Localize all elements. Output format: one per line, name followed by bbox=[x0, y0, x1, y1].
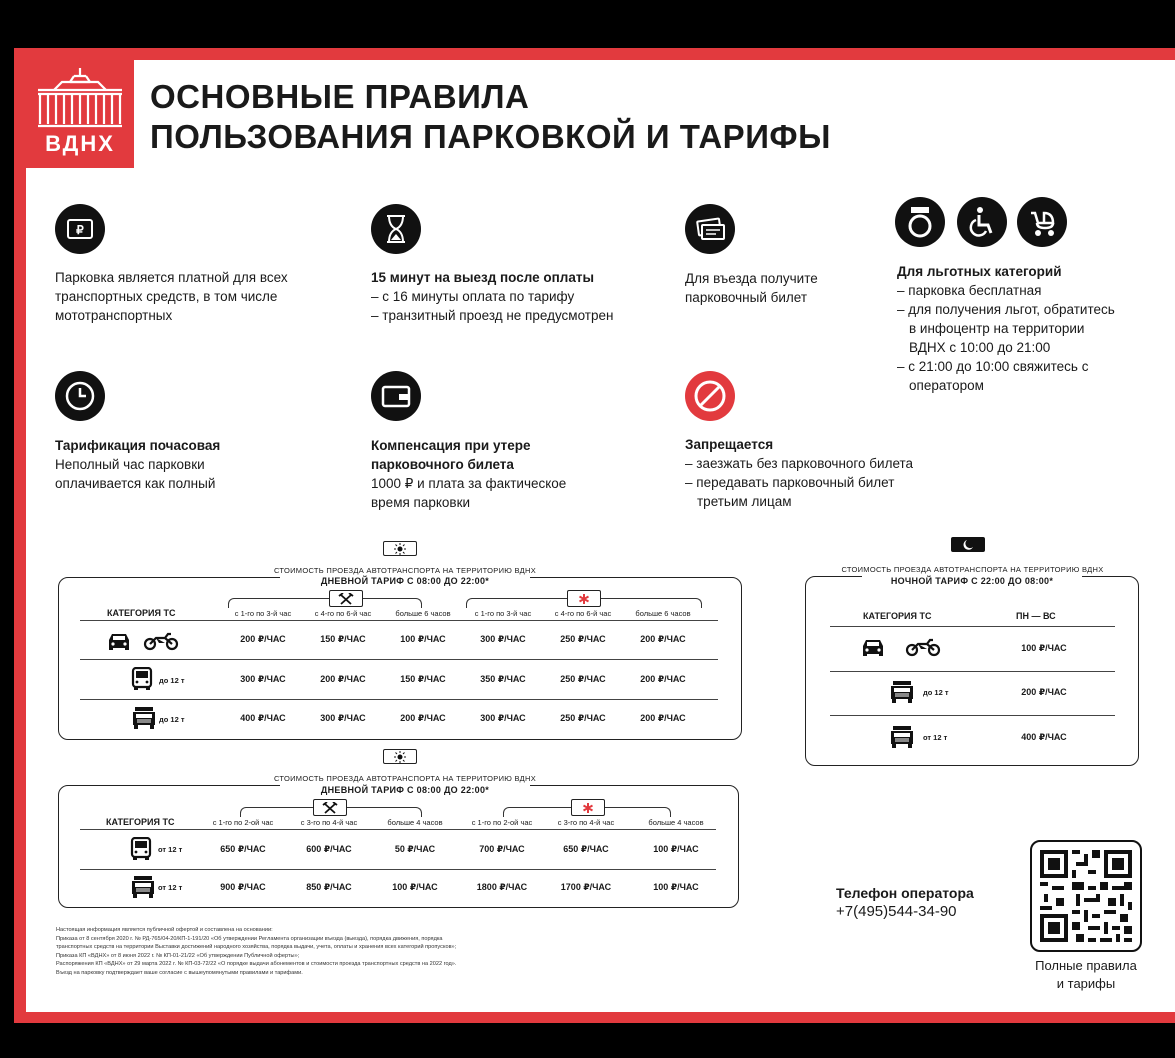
rule-paid bbox=[55, 268, 288, 325]
price-cell: 700 ₽/ЧАС bbox=[479, 844, 525, 854]
price-cell: 100 ₽/ЧАС bbox=[1021, 643, 1067, 653]
rule-benefits-line: – для получения льгот, обратитесь bbox=[897, 302, 1115, 317]
sun-icon bbox=[383, 541, 417, 556]
page-title-line2: ПОЛЬЗОВАНИЯ ПАРКОВКОЙ И ТАРИФЫ bbox=[150, 118, 831, 155]
category-header: КАТЕГОРИЯ ТС bbox=[107, 608, 176, 618]
table-divider bbox=[830, 715, 1115, 716]
rule-benefits-line: ВДНХ с 10:00 до 21:00 bbox=[909, 340, 1051, 355]
footnote-line: Приказа КП «ВДНХ» от 8 июня 2022 г. № КП-01-21/22 «Об утверждении Публичной оферты»; bbox=[56, 952, 300, 959]
price-cell: 650 ₽/ЧАС bbox=[563, 844, 609, 854]
table-divider bbox=[830, 671, 1115, 672]
price-cell: 300 ₽/ЧАС bbox=[320, 713, 366, 723]
prohibited-icon bbox=[685, 371, 735, 421]
table-divider bbox=[80, 869, 716, 870]
price-cell: 200 ₽/ЧАС bbox=[320, 674, 366, 684]
column-header: с 1-го по 3-й час bbox=[474, 609, 532, 618]
rule-benefits-line: в инфоцентр на территории bbox=[909, 321, 1085, 336]
rule-benefits bbox=[897, 262, 1115, 395]
price-cell: 100 ₽/ЧАС bbox=[392, 882, 438, 892]
price-cell: 200 ₽/ЧАС bbox=[640, 634, 686, 644]
vehicle-weight-label: до 12 т bbox=[159, 715, 185, 724]
ticket-icon bbox=[685, 204, 735, 254]
vehicle-weight-label: от 12 т bbox=[923, 733, 948, 742]
rule-hourly-line: оплачивается как полный bbox=[55, 476, 216, 491]
rule-paid-line: Парковка является платной для всех bbox=[55, 270, 288, 285]
rule-lost-line: 1000 ₽ и плата за фактическое bbox=[371, 476, 567, 491]
column-header: больше 6 часов bbox=[395, 609, 451, 618]
price-cell: 300 ₽/ЧАС bbox=[240, 674, 286, 684]
rule-hourly-line: Неполный час парковки bbox=[55, 457, 205, 472]
price-cell: 400 ₽/ЧАС bbox=[240, 713, 286, 723]
days-header: ПН — ВС bbox=[1016, 611, 1056, 621]
price-cell: 200 ₽/ЧАС bbox=[400, 713, 446, 723]
tariff-title: НОЧНОЙ ТАРИФ С 22:00 ДО 08:00* bbox=[862, 576, 1082, 586]
logo-text: ВДНХ bbox=[45, 131, 115, 156]
column-header: больше 4 часов bbox=[648, 818, 704, 827]
medal-icon bbox=[895, 197, 945, 247]
rule-lost-line: время парковки bbox=[371, 495, 471, 510]
hammer-icon bbox=[329, 590, 363, 607]
banknote-icon bbox=[55, 204, 105, 254]
vehicle-weight-label: от 12 т bbox=[158, 883, 183, 892]
category-header: КАТЕГОРИЯ ТС bbox=[863, 611, 932, 621]
holiday-star-icon bbox=[567, 590, 601, 607]
price-cell: 650 ₽/ЧАС bbox=[220, 844, 266, 854]
rule-ticket bbox=[685, 269, 818, 307]
bus-icon bbox=[889, 680, 915, 709]
column-header: больше 6 часов bbox=[635, 609, 691, 618]
vehicle-weight-label: до 12 т bbox=[159, 676, 185, 685]
bus-icon bbox=[131, 667, 153, 696]
footnote-line: Приказа от 8 сентября 2020 г. № РД-765/04-20/КП-1-191/20 «Об утверждении Регламента организации въезда (выезда), порядка движения, порядка bbox=[56, 935, 443, 942]
table-divider bbox=[80, 829, 716, 830]
rule-lost-ticket bbox=[371, 436, 566, 512]
rule-forbidden-line: – заезжать без парковочного билета bbox=[685, 456, 914, 471]
rule-paid-line: мототранспортных bbox=[55, 308, 173, 323]
column-header: с 3-го по 4-й час bbox=[557, 818, 615, 827]
footnote-line: Въезд на парковку подтверждает ваше согласие с вышеупомянутыми правилами и тарифами. bbox=[56, 969, 303, 976]
price-cell: 150 ₽/ЧАС bbox=[320, 634, 366, 644]
footnote-line: Настоящая информация является публичной офертой и составлена на основании: bbox=[56, 927, 273, 933]
wallet-icon bbox=[371, 371, 421, 421]
bus-icon bbox=[130, 837, 152, 866]
table-divider bbox=[80, 620, 718, 621]
price-cell: 1700 ₽/ЧАС bbox=[560, 882, 612, 892]
qr-code[interactable] bbox=[1030, 840, 1142, 952]
car-icon bbox=[860, 637, 886, 662]
vehicle-weight-label: от 12 т bbox=[158, 845, 183, 854]
table-divider bbox=[830, 626, 1115, 627]
rule-benefits-line: – парковка бесплатная bbox=[897, 283, 1042, 298]
price-cell: 850 ₽/ЧАС bbox=[306, 882, 352, 892]
wheelchair-icon bbox=[957, 197, 1007, 247]
hammer-icon bbox=[313, 799, 347, 816]
rule-ticket-line: парковочный билет bbox=[685, 290, 808, 305]
vehicle-weight-label: до 12 т bbox=[923, 688, 949, 697]
price-cell: 50 ₽/ЧАС bbox=[394, 844, 436, 854]
column-header: с 1-го по 2-ой час bbox=[212, 818, 274, 827]
rule-ticket-line: Для въезда получите bbox=[685, 271, 818, 286]
price-cell: 300 ₽/ЧАС bbox=[480, 634, 526, 644]
price-cell: 100 ₽/ЧАС bbox=[400, 634, 446, 644]
price-cell: 250 ₽/ЧАС bbox=[560, 634, 606, 644]
car-icon bbox=[106, 631, 132, 656]
price-cell: 100 ₽/ЧАС bbox=[653, 882, 699, 892]
truck-icon bbox=[130, 875, 156, 904]
rule-benefits-line: оператором bbox=[909, 378, 984, 393]
page-title-line1: ОСНОВНЫЕ ПРАВИЛА bbox=[150, 78, 530, 115]
price-cell: 1800 ₽/ЧАС bbox=[476, 882, 528, 892]
column-header: с 1-го по 3-й час bbox=[234, 609, 292, 618]
rule-exit-line: – с 16 минуты оплата по тарифу bbox=[371, 289, 575, 304]
motorcycle-icon bbox=[905, 637, 941, 662]
price-cell: 300 ₽/ЧАС bbox=[480, 713, 526, 723]
column-header: с 4-го по 6-й час bbox=[554, 609, 612, 618]
qr-caption-line: Полные правила bbox=[1035, 958, 1137, 973]
column-header: больше 4 часов bbox=[387, 818, 443, 827]
rule-forbidden-title: Запрещается bbox=[685, 437, 774, 452]
price-cell: 200 ₽/ЧАС bbox=[640, 713, 686, 723]
table-divider bbox=[80, 699, 718, 700]
operator-phone-label: Телефон оператора bbox=[836, 885, 974, 901]
holiday-star-icon bbox=[571, 799, 605, 816]
footnote-line: транспортных средств на территории Выставки достижений народного хозяйства, порядка выдачи, учета, оплаты и хранения всех категорий пропусков»; bbox=[56, 944, 457, 951]
qr-pattern-icon bbox=[1032, 842, 1140, 950]
rule-exit-line: – транзитный проезд не предусмотрен bbox=[371, 308, 614, 323]
rule-lost-title: парковочного билета bbox=[371, 457, 514, 472]
clock-icon bbox=[55, 371, 105, 421]
truck-icon bbox=[889, 725, 915, 754]
operator-phone[interactable]: +7(495)544-34-90 bbox=[836, 903, 957, 920]
rule-benefits-title: Для льготных категорий bbox=[897, 264, 1062, 279]
price-cell: 100 ₽/ЧАС bbox=[653, 844, 699, 854]
column-header: с 4-го по 6-й час bbox=[314, 609, 372, 618]
tariff-title: ДНЕВНОЙ ТАРИФ С 08:00 ДО 22:00* bbox=[280, 576, 530, 586]
rule-exit bbox=[371, 268, 613, 325]
moon-icon bbox=[951, 537, 985, 552]
price-cell: 350 ₽/ЧАС bbox=[480, 674, 526, 684]
tariff-title: ДНЕВНОЙ ТАРИФ С 08:00 ДО 22:00* bbox=[280, 785, 530, 795]
table-caption: СТОИМОСТЬ ПРОЕЗДА АВТОТРАНСПОРТА НА ТЕРРИТОРИЮ ВДНХ bbox=[270, 566, 540, 575]
truck-icon bbox=[131, 706, 157, 735]
rule-forbidden-line: третьим лицам bbox=[697, 494, 792, 509]
rule-hourly-title: Тарификация почасовая bbox=[55, 438, 221, 453]
rule-forbidden-line: – передавать парковочный билет bbox=[685, 475, 895, 490]
vdnh-logo bbox=[26, 60, 134, 168]
price-cell: 200 ₽/ЧАС bbox=[1021, 687, 1067, 697]
price-cell: 200 ₽/ЧАС bbox=[640, 674, 686, 684]
category-header: КАТЕГОРИЯ ТС bbox=[106, 817, 175, 827]
table-caption: СТОИМОСТЬ ПРОЕЗДА АВТОТРАНСПОРТА НА ТЕРРИТОРИЮ ВДНХ bbox=[270, 774, 540, 783]
svg-text:₽: ₽ bbox=[76, 223, 84, 237]
qr-caption bbox=[1010, 957, 1162, 993]
rule-benefits-line: – с 21:00 до 10:00 свяжитесь с bbox=[897, 359, 1089, 374]
rule-lost-title: Компенсация при утере bbox=[371, 438, 531, 453]
hourglass-icon bbox=[371, 204, 421, 254]
footnote-line: Распоряжения КП «ВДНХ» от 29 марта 2022 г. № КП-03-72/22 «О порядке выдачи абонементов и стоимости проезда транспортных средств на 2022 год». bbox=[56, 961, 457, 968]
weekday-bracket bbox=[228, 598, 422, 608]
price-cell: 250 ₽/ЧАС bbox=[560, 674, 606, 684]
table-divider bbox=[80, 659, 718, 660]
price-cell: 250 ₽/ЧАС bbox=[560, 713, 606, 723]
price-cell: 150 ₽/ЧАС bbox=[400, 674, 446, 684]
legal-footnote bbox=[56, 926, 456, 978]
motorcycle-icon bbox=[143, 631, 179, 656]
rule-forbidden bbox=[685, 435, 913, 511]
table-caption: СТОИМОСТЬ ПРОЕЗДА АВТОТРАНСПОРТА НА ТЕРРИТОРИЮ ВДНХ bbox=[835, 565, 1110, 574]
pavilion-icon bbox=[34, 64, 126, 130]
rule-exit-title: 15 минут на выезд после оплаты bbox=[371, 270, 595, 285]
rule-paid-line: транспортных средств, в том числе bbox=[55, 289, 278, 304]
sun-icon bbox=[383, 749, 417, 764]
rule-hourly bbox=[55, 436, 220, 493]
price-cell: 400 ₽/ЧАС bbox=[1021, 732, 1067, 742]
price-cell: 900 ₽/ЧАС bbox=[220, 882, 266, 892]
column-header: с 1-го по 2-ой час bbox=[471, 818, 533, 827]
price-cell: 600 ₽/ЧАС bbox=[306, 844, 352, 854]
price-cell: 200 ₽/ЧАС bbox=[240, 634, 286, 644]
stroller-icon bbox=[1017, 197, 1067, 247]
qr-caption-line: и тарифы bbox=[1056, 976, 1116, 991]
column-header: с 3-го по 4-й час bbox=[300, 818, 358, 827]
